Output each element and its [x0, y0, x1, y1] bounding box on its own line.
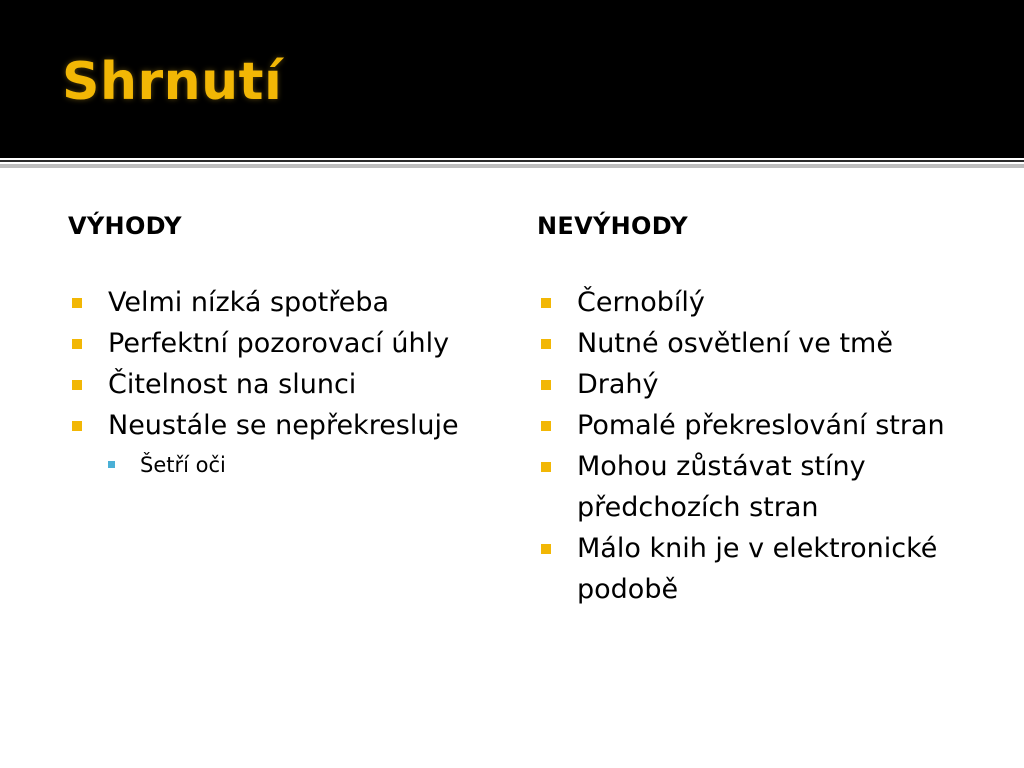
slide-title: Shrnutí — [62, 52, 283, 112]
square-bullet-icon — [72, 380, 82, 390]
list-item-text: Neustále se nepřekresluje — [108, 410, 459, 441]
list-item-text: Nutné osvětlení ve tmě — [577, 328, 893, 359]
list-item-text: Pomalé překreslování stran — [577, 410, 945, 441]
advantages-column — [68, 212, 508, 484]
list-item — [537, 323, 977, 364]
list-item — [537, 364, 977, 405]
square-bullet-icon — [72, 421, 82, 431]
advantages-heading: VÝHODY — [68, 212, 182, 240]
advantages-list — [68, 282, 508, 484]
list-item — [68, 282, 508, 323]
disadvantages-column — [537, 212, 977, 610]
list-item-text: Drahý — [577, 369, 659, 400]
disadvantages-heading: NEVÝHODY — [537, 212, 688, 240]
square-bullet-icon — [541, 462, 551, 472]
list-item-text: Velmi nízká spotřeba — [108, 287, 390, 318]
square-bullet-icon — [72, 298, 82, 308]
disadvantages-list — [537, 282, 977, 610]
title-bar — [0, 0, 1024, 158]
small-square-bullet-icon — [108, 461, 115, 468]
square-bullet-icon — [541, 544, 551, 554]
list-item — [68, 405, 508, 446]
list-item — [537, 446, 977, 528]
list-item-text: Málo knih je v elektronické podobě — [577, 533, 938, 605]
list-item — [537, 528, 977, 610]
list-item-text: Čitelnost na slunci — [108, 369, 357, 400]
title-divider-grey — [0, 164, 1024, 168]
list-item-text: Černobílý — [577, 287, 705, 318]
title-divider-dark — [0, 160, 1024, 162]
list-item-text: Perfektní pozorovací úhly — [108, 328, 450, 359]
list-item — [68, 364, 508, 405]
list-item — [68, 323, 508, 364]
list-item — [537, 282, 977, 323]
square-bullet-icon — [541, 339, 551, 349]
sub-list-item — [140, 446, 508, 484]
list-item-text: Mohou zůstávat stíny předchozích stran — [577, 451, 866, 523]
sub-list-item-text: Šetří oči — [140, 453, 226, 477]
square-bullet-icon — [541, 298, 551, 308]
list-item — [537, 405, 977, 446]
square-bullet-icon — [541, 421, 551, 431]
square-bullet-icon — [72, 339, 82, 349]
square-bullet-icon — [541, 380, 551, 390]
